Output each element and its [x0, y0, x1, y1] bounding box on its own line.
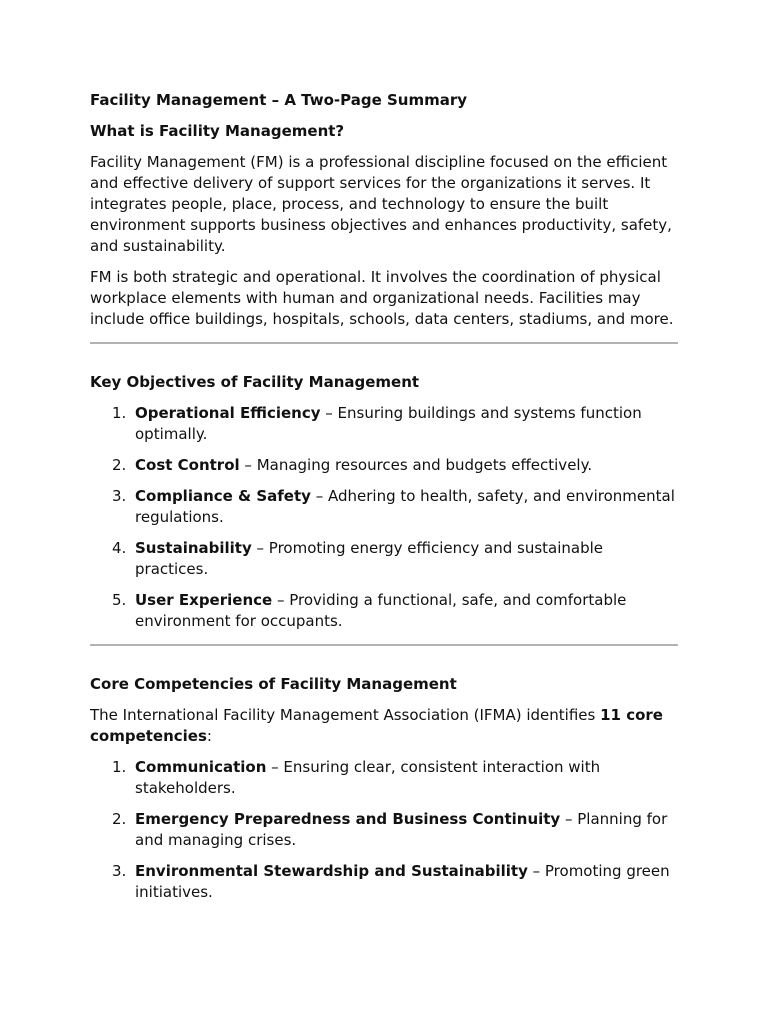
list-item-description: – Planning for and managing crises. — [135, 810, 668, 849]
list-item-term: Sustainability — [135, 539, 252, 557]
list-item-term: Cost Control — [135, 456, 240, 474]
paragraph-fm-definition: Facility Management (FM) is a professional discipline focused on the efficient and effective delivery of support services for the organizations it serves. It integrates people, place, process, and technology to ensure the built environment supports business objectives and enhances productivity, safety, and sustainability. — [90, 153, 672, 255]
list-number: 3. — [112, 487, 127, 505]
list-item-description: – Managing resources and budgets effectively. — [239, 456, 593, 474]
list-item — [90, 538, 678, 580]
list-number: 1. — [112, 404, 127, 422]
list-item — [90, 403, 678, 445]
list-item-description: – Ensuring buildings and systems function optimally. — [135, 404, 642, 443]
list-item-description: – Promoting energy efficiency and sustainable practices. — [135, 539, 604, 578]
intro-emphasis: 11 core competencies — [90, 706, 663, 745]
paragraph-fm-scope: FM is both strategic and operational. It involves the coordination of physical workplace elements with human and organizational needs. Facilities may include office buildings, hospitals, schools, data centers, stadiums, and more. — [90, 268, 674, 328]
list-item — [90, 861, 678, 903]
list-item-term: Emergency Preparedness and Business Continuity — [135, 810, 561, 828]
list-number: 5. — [112, 591, 127, 609]
list-item — [90, 455, 678, 476]
section-heading-core-competencies: Core Competencies of Facility Management — [90, 675, 457, 693]
list-item-term: Operational Efficiency — [135, 404, 321, 422]
list-item-description: – Promoting green initiatives. — [135, 862, 670, 901]
list-item — [90, 486, 678, 528]
list-number: 2. — [112, 810, 127, 828]
list-item-description: – Ensuring clear, consistent interaction with stakeholders. — [135, 758, 601, 797]
list-number: 4. — [112, 539, 127, 557]
list-item-description: – Adhering to health, safety, and environmental regulations. — [135, 487, 675, 526]
list-number: 1. — [112, 758, 127, 776]
list-item-term: Communication — [135, 758, 267, 776]
section-heading-what-is-fm: What is Facility Management? — [90, 122, 345, 140]
section-heading-key-objectives: Key Objectives of Facility Management — [90, 373, 420, 391]
objectives-list — [90, 403, 678, 632]
intro-punctuation: : — [206, 727, 212, 745]
list-item — [90, 757, 678, 799]
document-title: Facility Management – A Two-Page Summary — [90, 91, 468, 109]
competencies-list — [90, 757, 678, 903]
list-number: 3. — [112, 862, 127, 880]
list-item-term: Environmental Stewardship and Sustainability — [135, 862, 528, 880]
horizontal-divider — [90, 342, 678, 344]
paragraph-ifma-intro — [90, 705, 678, 747]
list-item — [90, 809, 678, 851]
intro-text: The International Facility Management Association (IFMA) identifies — [90, 706, 601, 724]
list-item-term: Compliance & Safety — [135, 487, 311, 505]
list-item-term: User Experience — [135, 591, 273, 609]
list-item-description: – Providing a functional, safe, and comfortable environment for occupants. — [135, 591, 627, 630]
list-number: 2. — [112, 456, 127, 474]
list-item — [90, 590, 678, 632]
horizontal-divider — [90, 644, 678, 646]
